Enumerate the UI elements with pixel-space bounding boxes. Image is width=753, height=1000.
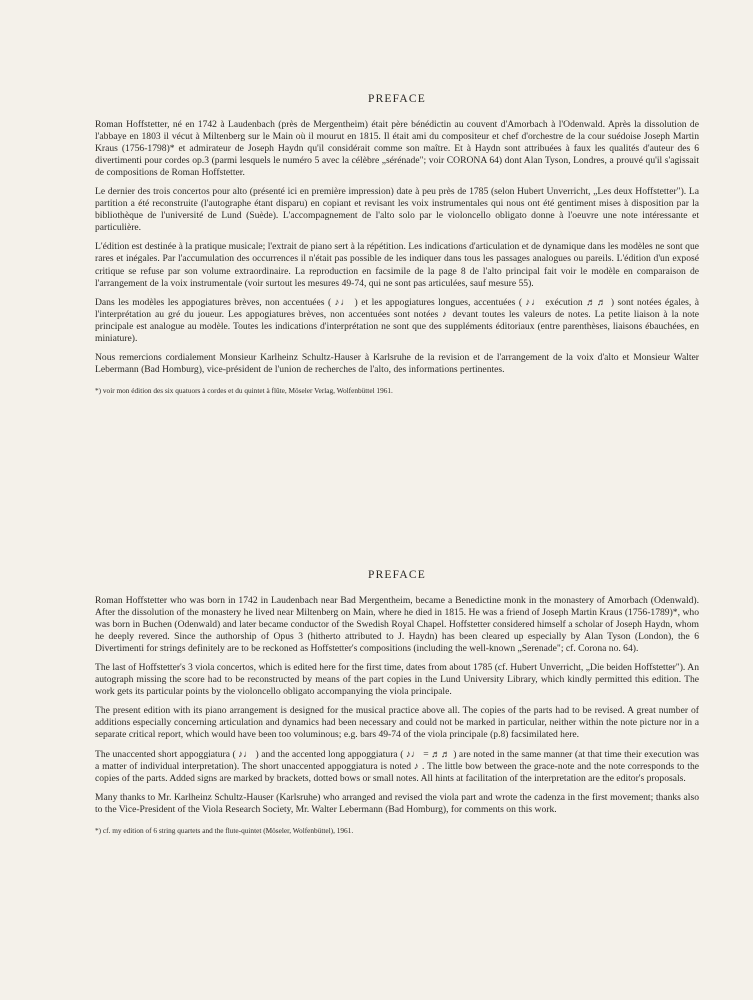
english-preface	[95, 569, 699, 843]
french-paragraph-1: Roman Hoffstetter, né en 1742 à Laudenbach (près de Mergentheim) était père bénédictin au couvent d'Amorbach à l'Odenwald. Après la dissolution de l'abbaye en 1803 il vécut à Miltenberg sur le Main où il mourut en 1815. Il était ami du compositeur et chef d'orchestre de la cour suédoise Joseph Martin Kraus (1756-1798)* et admirateur de Joseph Haydn qu'il considérait comme son maître. Et à Haydn sont attribuées à faux les qualités d'auteur des 6 divertimenti pour cordes op.3 (parmi lesquels le numéro 5 avec la célèbre „sérénade"; voir CORONA 64) dont Alan Tyson, Londres, a prouvé qu'il s'agissait de compositions de Roman Hoffstetter.	[95, 119, 699, 179]
english-title: PREFACE	[367, 569, 427, 581]
english-footnote: *) cf. my edition of 6 string quartets and the flute-quintet (Möseler, Wolfenbüttel), 1961.	[95, 825, 354, 835]
french-paragraph-2: Le dernier des trois concertos pour alto (présenté ici en première impression) date à peu près de 1785 (selon Hubert Unverricht, „Les deux Hoffstetter"). La partition a été reconstruite (l'autographe étant disparu) en copiant et revisant les voix instrumentales qui nous ont été gentiment mises à disposition par la bibliothèque de l'université de Lund (Suède). L'accompagnement de l'alto solo par le violoncello obligato donne à l'oeuvre une note intéressante et particulière.	[95, 186, 699, 234]
french-title: PREFACE	[367, 93, 427, 105]
french-paragraph-5: Nous remercions cordialement Monsieur Karlheinz Schultz-Hauser à Karlsruhe de la revision et de l'arrangement de la voix d'alto et Monsieur Walter Lebermann (Bad Homburg), vice-président de l'union de recherches de l'alto, des informations pertinentes.	[95, 351, 699, 375]
english-paragraph-4: The unaccented short appoggiatura ( ♪♩ ) and the accented long appoggiatura ( ♪♩ = ♬♬ ) are noted in the same manner (at that time their execution was a matter of individual interpretation). The short unaccented appoggiatura is noted ♪ . The little bow between the grace-note and the note corresponds to the copies of the parts. Added signs are marked by brackets, dotted bows or small notes. All hints at facilitation of the interpretation are the editor's proposals.	[95, 748, 699, 784]
french-paragraph-4: Dans les modèles les appogiatures brèves, non accentuées ( ♪♩ ) et les appogiatures longues, accentuées ( ♪♩ exécution ♬♬ ) sont notées égales, à l'interprétation au gré du joueur. Les appogiatures brèves, non accentuées sont notées ♪ devant toutes les valeurs de notes. La petite liaison à la note principale est analogue au modèle. Toutes les indications d'interprétation ne sont que des suppléments éditoriaux (entre parenthèses, liaisons ébauchées, en miniature).	[95, 296, 699, 344]
french-preface	[95, 93, 699, 403]
french-footnote: *) voir mon édition des six quatuors à cordes et du quintet à flûte, Möseler Verlag, Wolfenbüttel 1961.	[95, 385, 393, 395]
english-paragraph-5: Many thanks to Mr. Karlheinz Schultz-Hauser (Karlsruhe) who arranged and revised the viola part and wrote the cadenza in the first movement; thanks also to the Vice-President of the Viola Research Society, Mr. Walter Lebermann (Bad Homburg), for comments on this work.	[95, 791, 699, 815]
english-paragraph-1: Roman Hoffstetter who was born in 1742 in Laudenbach near Bad Mergentheim, became a Benedictine monk in the monastery of Amorbach (Odenwald). After the dissolution of the monastery he lived near Miltenberg on Main, where he died in 1815. He was a friend of Joseph Martin Kraus (1756-1789)*, who was born in Buchen (Odenwald) and later became conductor of the Swedish Royal Chapel. Hoffstetter considered himself a scholar of Joseph Haydn, whom he deeply revered. Since the authorship of Opus 3 (hitherto attributed to J. Haydn) has been cleared up especially by Alan Tyson (London), the 6 Divertimenti for strings definitely are to be reckoned as Hoffstetter's compositions (including the well-known „Serenade"; cf. Corona no. 64).	[95, 595, 699, 655]
french-paragraph-3: L'édition est destinée à la pratique musicale; l'extrait de piano sert à la répétition. Les indications d'articulation et de dynamique dans les modèles ne sont que rares et inégales. Par l'accumulation des occurrences il n'était pas possible de les indiquer dans tous les passages analogues ou pareils. L'édition d'un exposé critique se refuse par son volume extraordinaire. La reproduction en facsimile de la page 8 de l'alto principal fait voir le modèle en comparaison de l'arrangement de la voix instrumentale (voir surtout les mesures 49-74, qui ne sont pas articulées, sauf mesure 55).	[95, 241, 699, 289]
english-paragraph-3: The present edition with its piano arrangement is designed for the musical practice above all. The copies of the parts had to be revised. A great number of additions especially concerning articulation and dynamics had been necessary and could not be marked in particular, neither within the note picture nor in a separate critical report, which would have been too voluminous; e.g. bars 49-74 of the viola principale (p.8) facsimilated here.	[95, 705, 699, 741]
english-paragraph-2: The last of Hoffstetter's 3 viola concertos, which is edited here for the first time, dates from about 1785 (cf. Hubert Unverricht, „Die beiden Hoffstetter"). An autograph missing the score had to be reconstructed by means of the part copies in the Lund University Library, which kindly permitted this edition. The work gets its particular points by the violoncello obligato accompanying the viola principale.	[95, 662, 699, 698]
